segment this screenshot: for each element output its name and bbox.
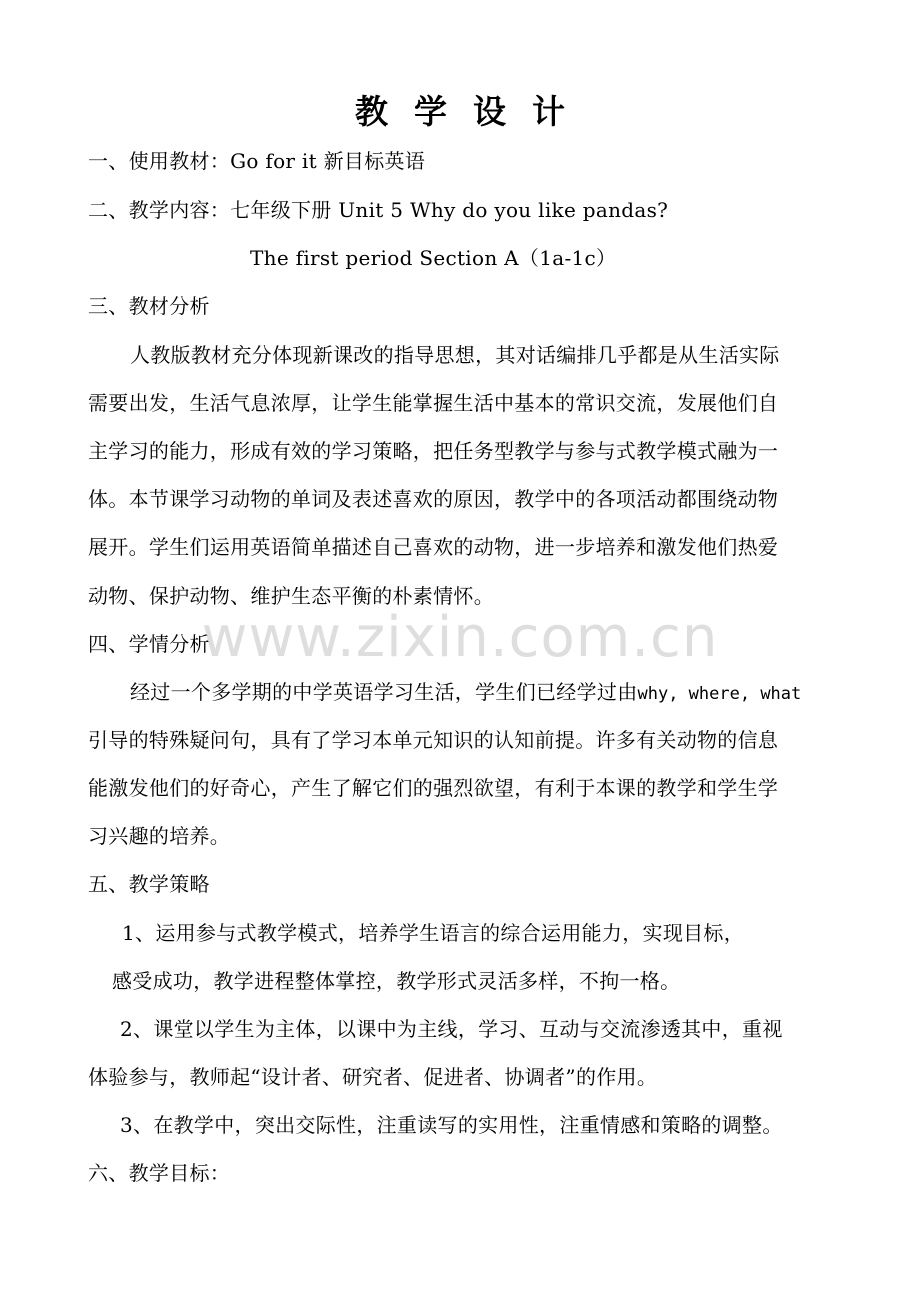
paragraph-line: 人教版教材充分体现新课改的指导思想，其对话编排几乎都是从生活实际 [130, 343, 780, 367]
title-char-4: 计 [532, 92, 565, 131]
strategy-item-2-cont: 体验参与，教师起“设计者、研究者、促进者、协调者”的作用。 [88, 1065, 658, 1089]
watermark: www.zixin.com.cn [201, 605, 719, 670]
strategy-item-1-cont: 感受成功，教学进程整体掌控，教学形式灵活多样，不拘一格。 [112, 969, 681, 993]
strategy-item-3: 3、在教学中，突出交际性，注重读写的实用性，注重情感和策略的调整。 [120, 1113, 783, 1137]
strategy-item-2: 2、课堂以学生为主体，以课中为主线，学习、互动与交流渗透其中，重视 [120, 1017, 783, 1041]
paragraph-line: 引导的特殊疑问句，具有了学习本单元知识的认知前提。许多有关动物的信息 [88, 728, 779, 752]
title-char-1: 教 [355, 92, 388, 131]
paragraph-line: 体。本节课学习动物的单词及表述喜欢的原因，教学中的各项活动都围绕动物 [88, 487, 779, 511]
paragraph-text: 经过一个多学期的中学英语学习生活，学生们已经学过由 [130, 680, 638, 704]
strategy-item-1: 1、运用参与式教学模式，培养学生语言的综合运用能力，实现目标， [122, 921, 745, 945]
paragraph-line: 主学习的能力，形成有效的学习策略，把任务型教学与参与式教学模式融为一 [88, 439, 779, 463]
question-words: why, where, what [637, 684, 802, 704]
textbook-line: 一、使用教材：Go for it 新目标英语 [88, 149, 426, 173]
period-line: The first period Section A（1a-1c） [250, 246, 617, 270]
content-line: 二、教学内容：七年级下册 Unit 5 Why do you like pandas? [88, 198, 669, 222]
section-heading-student-analysis: 四、学情分析 [88, 632, 210, 656]
paragraph-line: 需要出发，生活气息浓厚，让学生能掌握生活中基本的常识交流，发展他们自 [88, 391, 779, 415]
paragraph-line: 展开。学生们运用英语简单描述自己喜欢的动物，进一步培养和激发他们热爱 [88, 535, 779, 559]
section-heading-objectives: 六、教学目标： [88, 1161, 231, 1185]
title-char-3: 设 [473, 92, 506, 131]
paragraph-line: 动物、保护动物、维护生态平衡的朴素情怀。 [88, 584, 494, 608]
section-heading-strategy: 五、教学策略 [88, 872, 210, 896]
page-title [0, 92, 920, 132]
title-char-2: 学 [414, 92, 447, 131]
section-heading-textbook-analysis: 三、教材分析 [88, 294, 210, 318]
paragraph-line: 能激发他们的好奇心，产生了解它们的强烈欲望，有利于本课的教学和学生学 [88, 776, 779, 800]
paragraph-line: 习兴趣的培养。 [88, 824, 231, 848]
paragraph-line [130, 678, 801, 708]
